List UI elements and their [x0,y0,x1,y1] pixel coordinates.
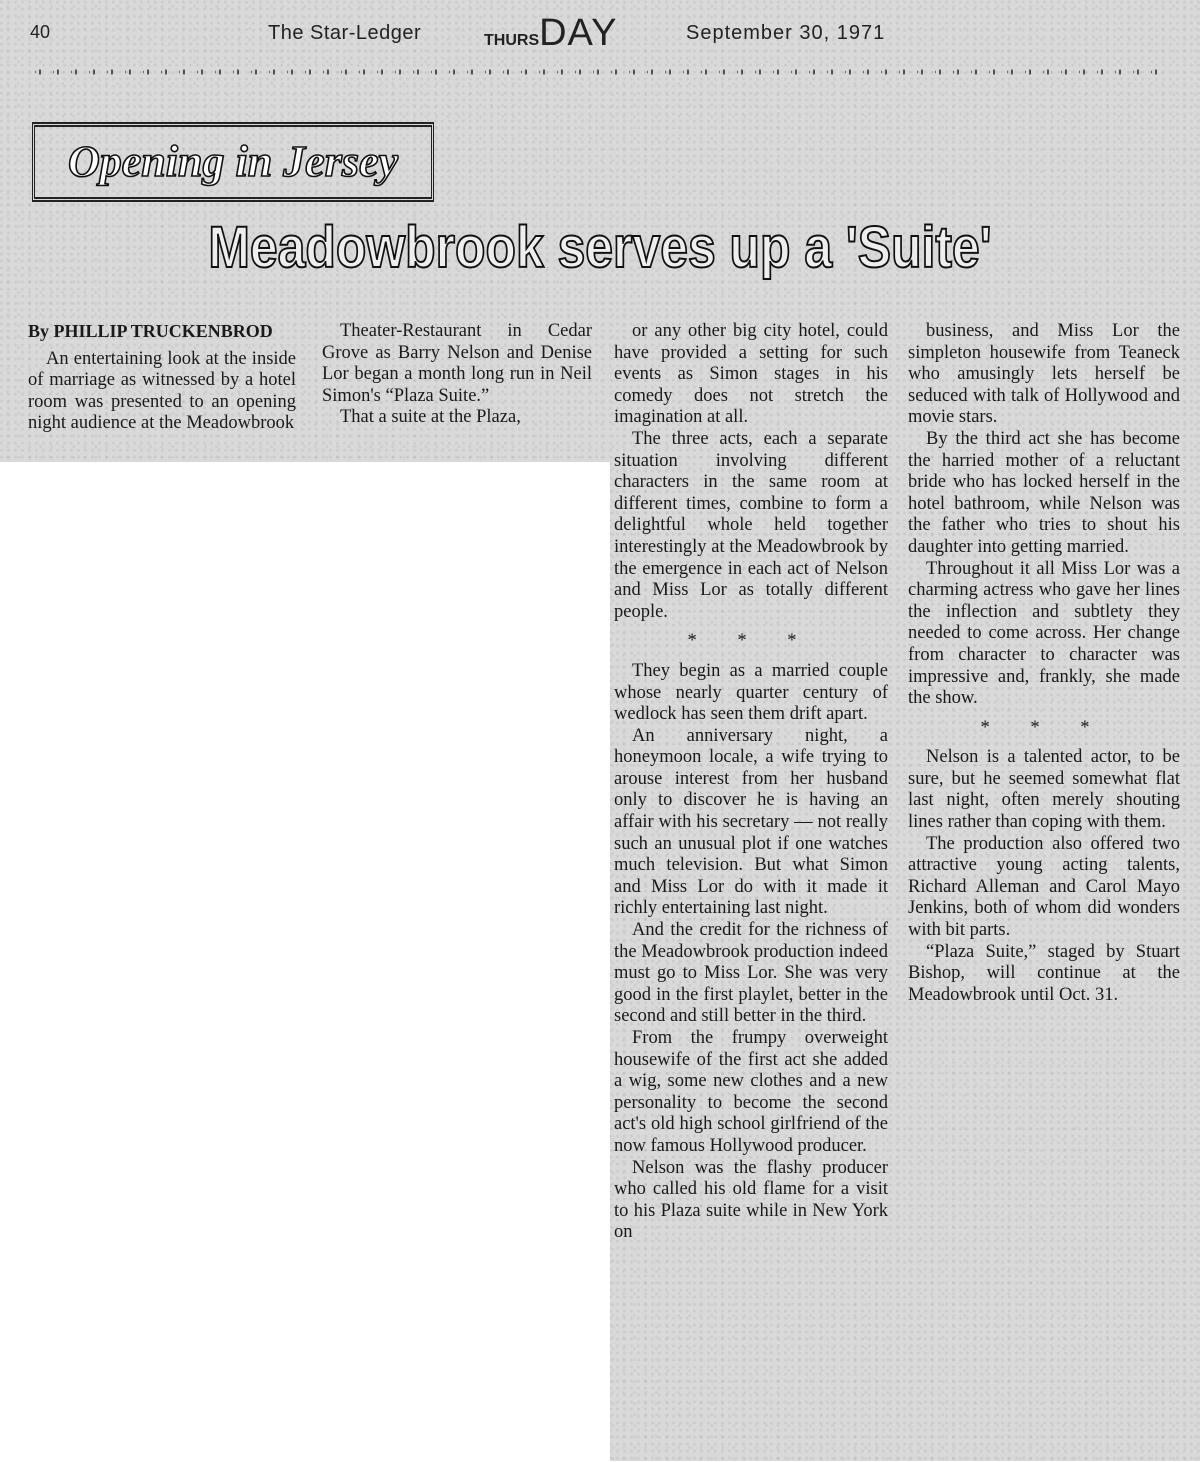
paragraph: or any other big city hotel, could have provided a setting for such events as Simon stages in his comedy does not stretch the imagination at all. [614,321,888,428]
paragraph: An entertaining look at the inside of marriage as witnessed by a hotel room was presented to an opening night audience at the Meadowbrook [28,348,296,434]
page-number: 40 [30,22,51,42]
blank-cutout-area [0,462,610,1462]
section-break: * * * [687,631,815,652]
paragraph: “Plaza Suite,” staged by Stuart Bishop, will continue at the Meadowbrook until Oct. 31. [908,941,1180,1005]
paragraph: From the frumpy overweight housewife of the first act she added a wig, some new clothes and a new personality to become the second act's old high school girlfriend of the now famous Hollywood producer. [614,1028,888,1156]
article-column-3 [614,321,888,1244]
column-1-clip [0,0,610,462]
paragraph: Throughout it all Miss Lor was a charming actress who gave her lines the inflection and subtlety they needed to come across. Her change from character to character was impressive and, frankly, she made the show. [908,558,1180,709]
article-column-4 [908,321,1180,1006]
paragraph: The production also offered two attractive young acting talents, Richard Alleman and Carol Mayo Jenkins, both of whom did wonders with bit parts. [908,833,1180,941]
column-4-body [908,321,1180,1006]
paragraph: Theater-Restaurant in Cedar Grove as Barry Nelson and Denise Lor began a month long run in Neil Simon's “Plaza Suite.” [322,321,592,406]
column-1-body [28,349,296,435]
column-2-body [322,321,592,429]
paragraph: That a suite at the Plaza, [340,407,521,428]
section-heading: Opening in Jersey [68,137,398,186]
section-break: * * * [980,717,1108,738]
weekday-suffix: DAY [539,12,618,54]
headline: Meadowbrook serves up a 'Suite' [208,215,992,280]
paragraph: An anniversary night, a honeymoon locale, a wife trying to arouse interest from her husband only to discover he is having an affair with his secretary — not really such an unusual plot if one watches much television. But what Simon and Miss Lor do with it made it richly entertaining last night. [614,725,888,919]
byline: By PHILLIP TRUCKENBROD [28,321,273,341]
paragraph: They begin as a married couple whose nearly quarter century of wedlock has seen them drift apart. [614,660,888,725]
paragraph: Nelson is a talented actor, to be sure, but he seemed somewhat flat last night, often merely shouting lines rather than coping with them. [908,747,1180,833]
paragraph: The three acts, each a separate situation involving different characters in the same room at different times, combine to form a delightful whole held together interestingly at the Meadowbrook by the emergence in each act of Nelson and Miss Lor as totally different people. [614,428,888,622]
weekday-prefix: THURS [484,32,540,49]
column-3-body [614,321,888,1244]
paragraph: By the third act she has become the harried mother of a reluctant bride who has locked herself in the hotel bathroom, while Nelson was the father who tries to shout his daughter into getting married. [908,428,1180,557]
issue-date: September 30, 1971 [686,22,886,44]
paragraph: And the credit for the richness of the Meadowbrook production indeed must go to Miss Lor. She was very good in the first playlet, better in the second and still better in the third. [614,920,888,1027]
article-column-1 [28,321,296,435]
paragraph: business, and Miss Lor the simpleton housewife from Teaneck who amusingly lets herself be seduced with talk of Hollywood and movie stars. [908,321,1180,428]
paragraph: Nelson was the flashy producer who called his old flame for a visit to his Plaza suite while in New York on [614,1157,888,1243]
newspaper-name: The Star-Ledger [268,22,422,44]
article-column-2 [322,321,592,429]
